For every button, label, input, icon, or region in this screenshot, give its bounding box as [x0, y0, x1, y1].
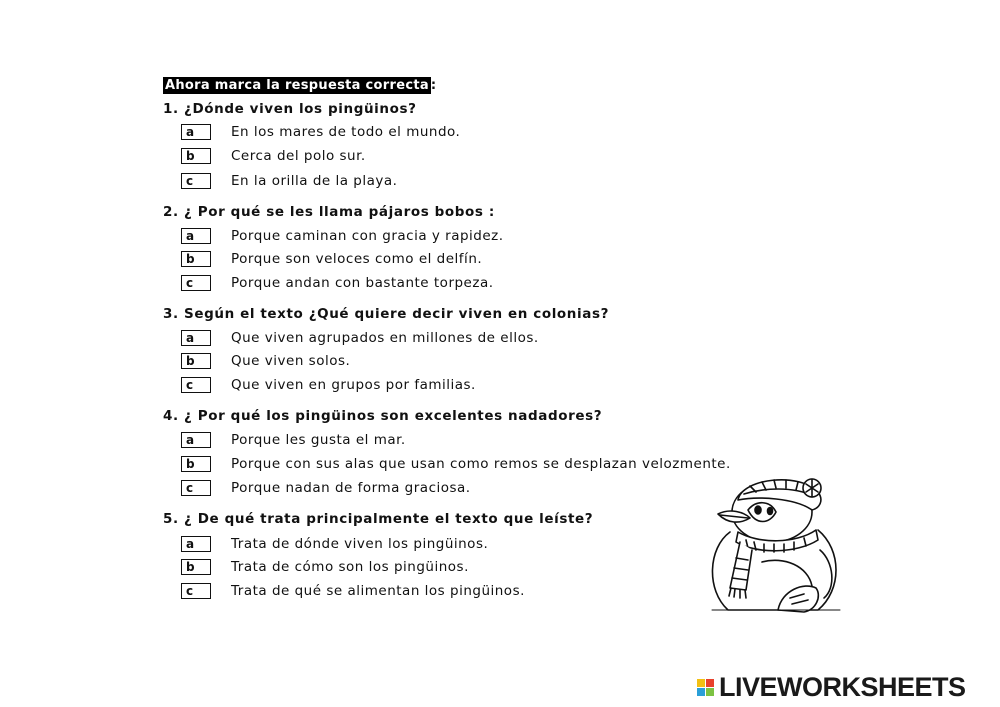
option-4c[interactable] [181, 479, 471, 497]
question-5: 5. ¿ De qué trata principalmente el texto que leíste? [163, 511, 594, 527]
option-4b[interactable] [181, 455, 731, 473]
option-2a[interactable] [181, 227, 504, 245]
option-letter[interactable]: b [181, 559, 211, 575]
option-text: En la orilla de la playa. [231, 173, 398, 189]
logo-block [697, 688, 705, 696]
question-2: 2. ¿ Por qué se les llama pájaros bobos : [163, 204, 495, 220]
option-2b[interactable] [181, 250, 482, 268]
option-4a[interactable] [181, 431, 406, 449]
question-3: 3. Según el texto ¿Qué quiere decir viven en colonias? [163, 306, 610, 322]
option-5b[interactable] [181, 558, 469, 576]
option-3b[interactable] [181, 352, 350, 370]
option-text: Que viven en grupos por familias. [231, 377, 476, 393]
option-text: Cerca del polo sur. [231, 148, 366, 164]
option-letter[interactable]: b [181, 456, 211, 472]
heading-highlight: Ahora marca la respuesta correcta [165, 78, 429, 93]
question-1: 1. ¿Dónde viven los pingüinos? [163, 101, 417, 117]
question-4: 4. ¿ Por qué los pingüinos son excelentes nadadores? [163, 408, 603, 424]
option-5a[interactable] [181, 535, 488, 553]
option-letter[interactable]: a [181, 124, 211, 140]
option-text: Porque con sus alas que usan como remos se desplazan velozmente. [231, 456, 731, 472]
option-text: En los mares de todo el mundo. [231, 124, 461, 140]
option-text: Porque les gusta el mar. [231, 432, 406, 448]
option-1c[interactable] [181, 172, 397, 190]
option-3a[interactable] [181, 329, 539, 347]
option-text: Porque andan con bastante torpeza. [231, 275, 494, 291]
option-text: Trata de cómo son los pingüinos. [231, 559, 469, 575]
option-text: Porque son veloces como el delfín. [231, 251, 483, 267]
option-1a[interactable] [181, 123, 460, 141]
option-5c[interactable] [181, 582, 525, 600]
option-letter[interactable]: c [181, 275, 211, 291]
option-text: Porque nadan de forma graciosa. [231, 480, 471, 496]
logo-text: LIVEWORKSHEETS [719, 671, 966, 702]
option-2c[interactable] [181, 274, 494, 292]
option-letter[interactable]: b [181, 251, 211, 267]
logo-block [706, 679, 714, 687]
option-text: Trata de dónde viven los pingüinos. [231, 536, 489, 552]
instructions-heading [163, 78, 436, 93]
option-letter[interactable]: c [181, 377, 211, 393]
logo-block [697, 679, 705, 687]
option-3c[interactable] [181, 376, 476, 394]
option-letter[interactable]: a [181, 536, 211, 552]
option-letter[interactable]: c [181, 173, 211, 189]
option-text: Que viven solos. [231, 353, 351, 369]
option-letter[interactable]: a [181, 228, 211, 244]
logo-block [706, 688, 714, 696]
logo-blocks-icon [697, 679, 714, 696]
option-text: Porque caminan con gracia y rapidez. [231, 228, 504, 244]
option-letter[interactable]: b [181, 148, 211, 164]
option-letter[interactable]: b [181, 353, 211, 369]
heading-suffix: : [430, 78, 437, 93]
option-text: Que viven agrupados en millones de ellos. [231, 330, 539, 346]
option-letter[interactable]: a [181, 330, 211, 346]
liveworksheets-logo [697, 670, 966, 704]
option-text: Trata de qué se alimentan los pingüinos. [231, 583, 525, 599]
option-letter[interactable]: a [181, 432, 211, 448]
option-letter[interactable]: c [181, 480, 211, 496]
option-1b[interactable] [181, 147, 366, 165]
penguin-icon [700, 470, 850, 618]
option-letter[interactable]: c [181, 583, 211, 599]
